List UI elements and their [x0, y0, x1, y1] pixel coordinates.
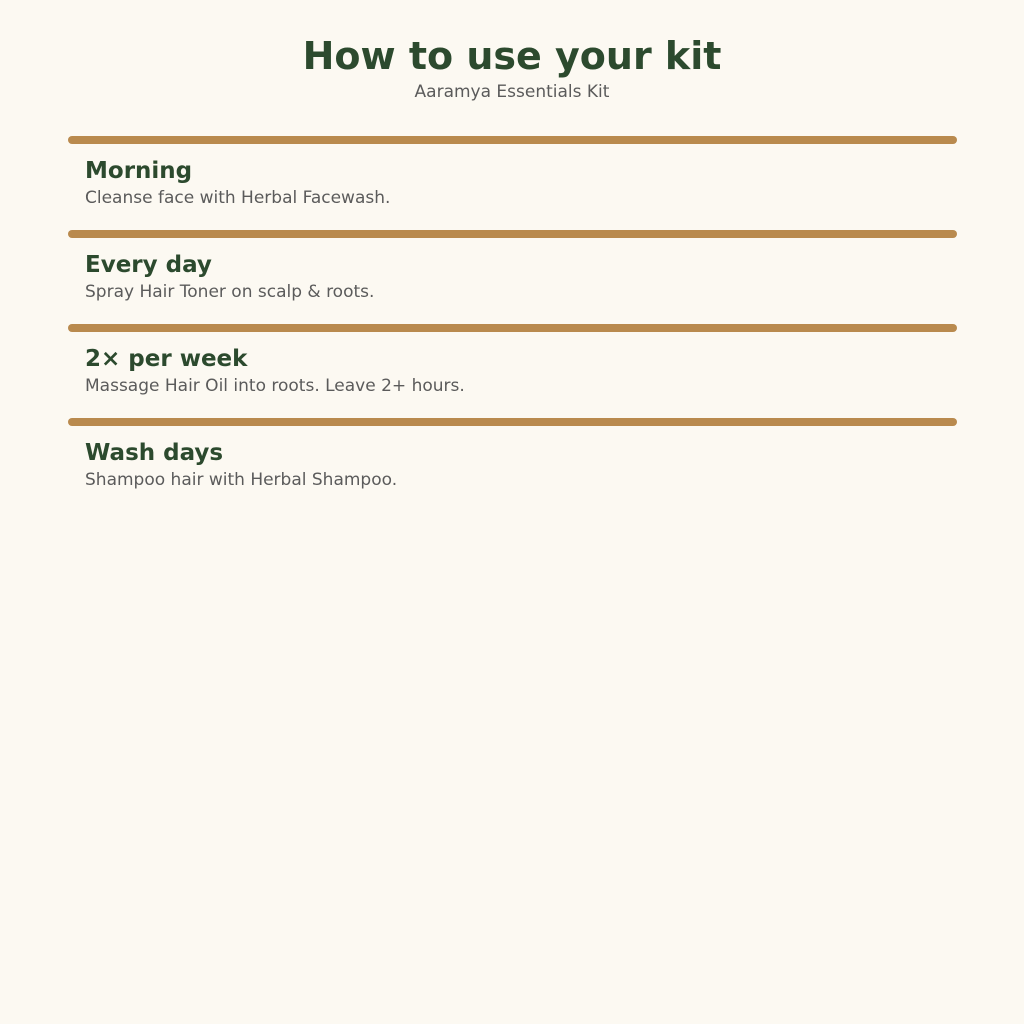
step-title: Wash days	[85, 440, 224, 466]
step-title: Morning	[85, 158, 193, 184]
step-every-day	[68, 230, 957, 324]
step-description: Cleanse face with Herbal Facewash.	[85, 188, 391, 208]
step-twice-weekly	[68, 324, 957, 418]
step-divider	[68, 418, 957, 426]
step-divider	[68, 136, 957, 144]
step-divider	[68, 230, 957, 238]
step-description: Spray Hair Toner on scalp & roots.	[85, 282, 375, 302]
step-morning	[68, 136, 957, 230]
step-title: 2× per week	[85, 346, 248, 372]
usage-steps-list	[68, 136, 957, 512]
page-subtitle: Aaramya Essentials Kit	[414, 82, 610, 102]
step-wash-days	[68, 418, 957, 512]
step-title: Every day	[85, 252, 212, 278]
page-header	[0, 32, 1024, 104]
step-description: Shampoo hair with Herbal Shampoo.	[85, 470, 398, 490]
step-divider	[68, 324, 957, 332]
step-description: Massage Hair Oil into roots. Leave 2+ hours.	[85, 376, 465, 396]
page-title: How to use your kit	[302, 34, 722, 78]
